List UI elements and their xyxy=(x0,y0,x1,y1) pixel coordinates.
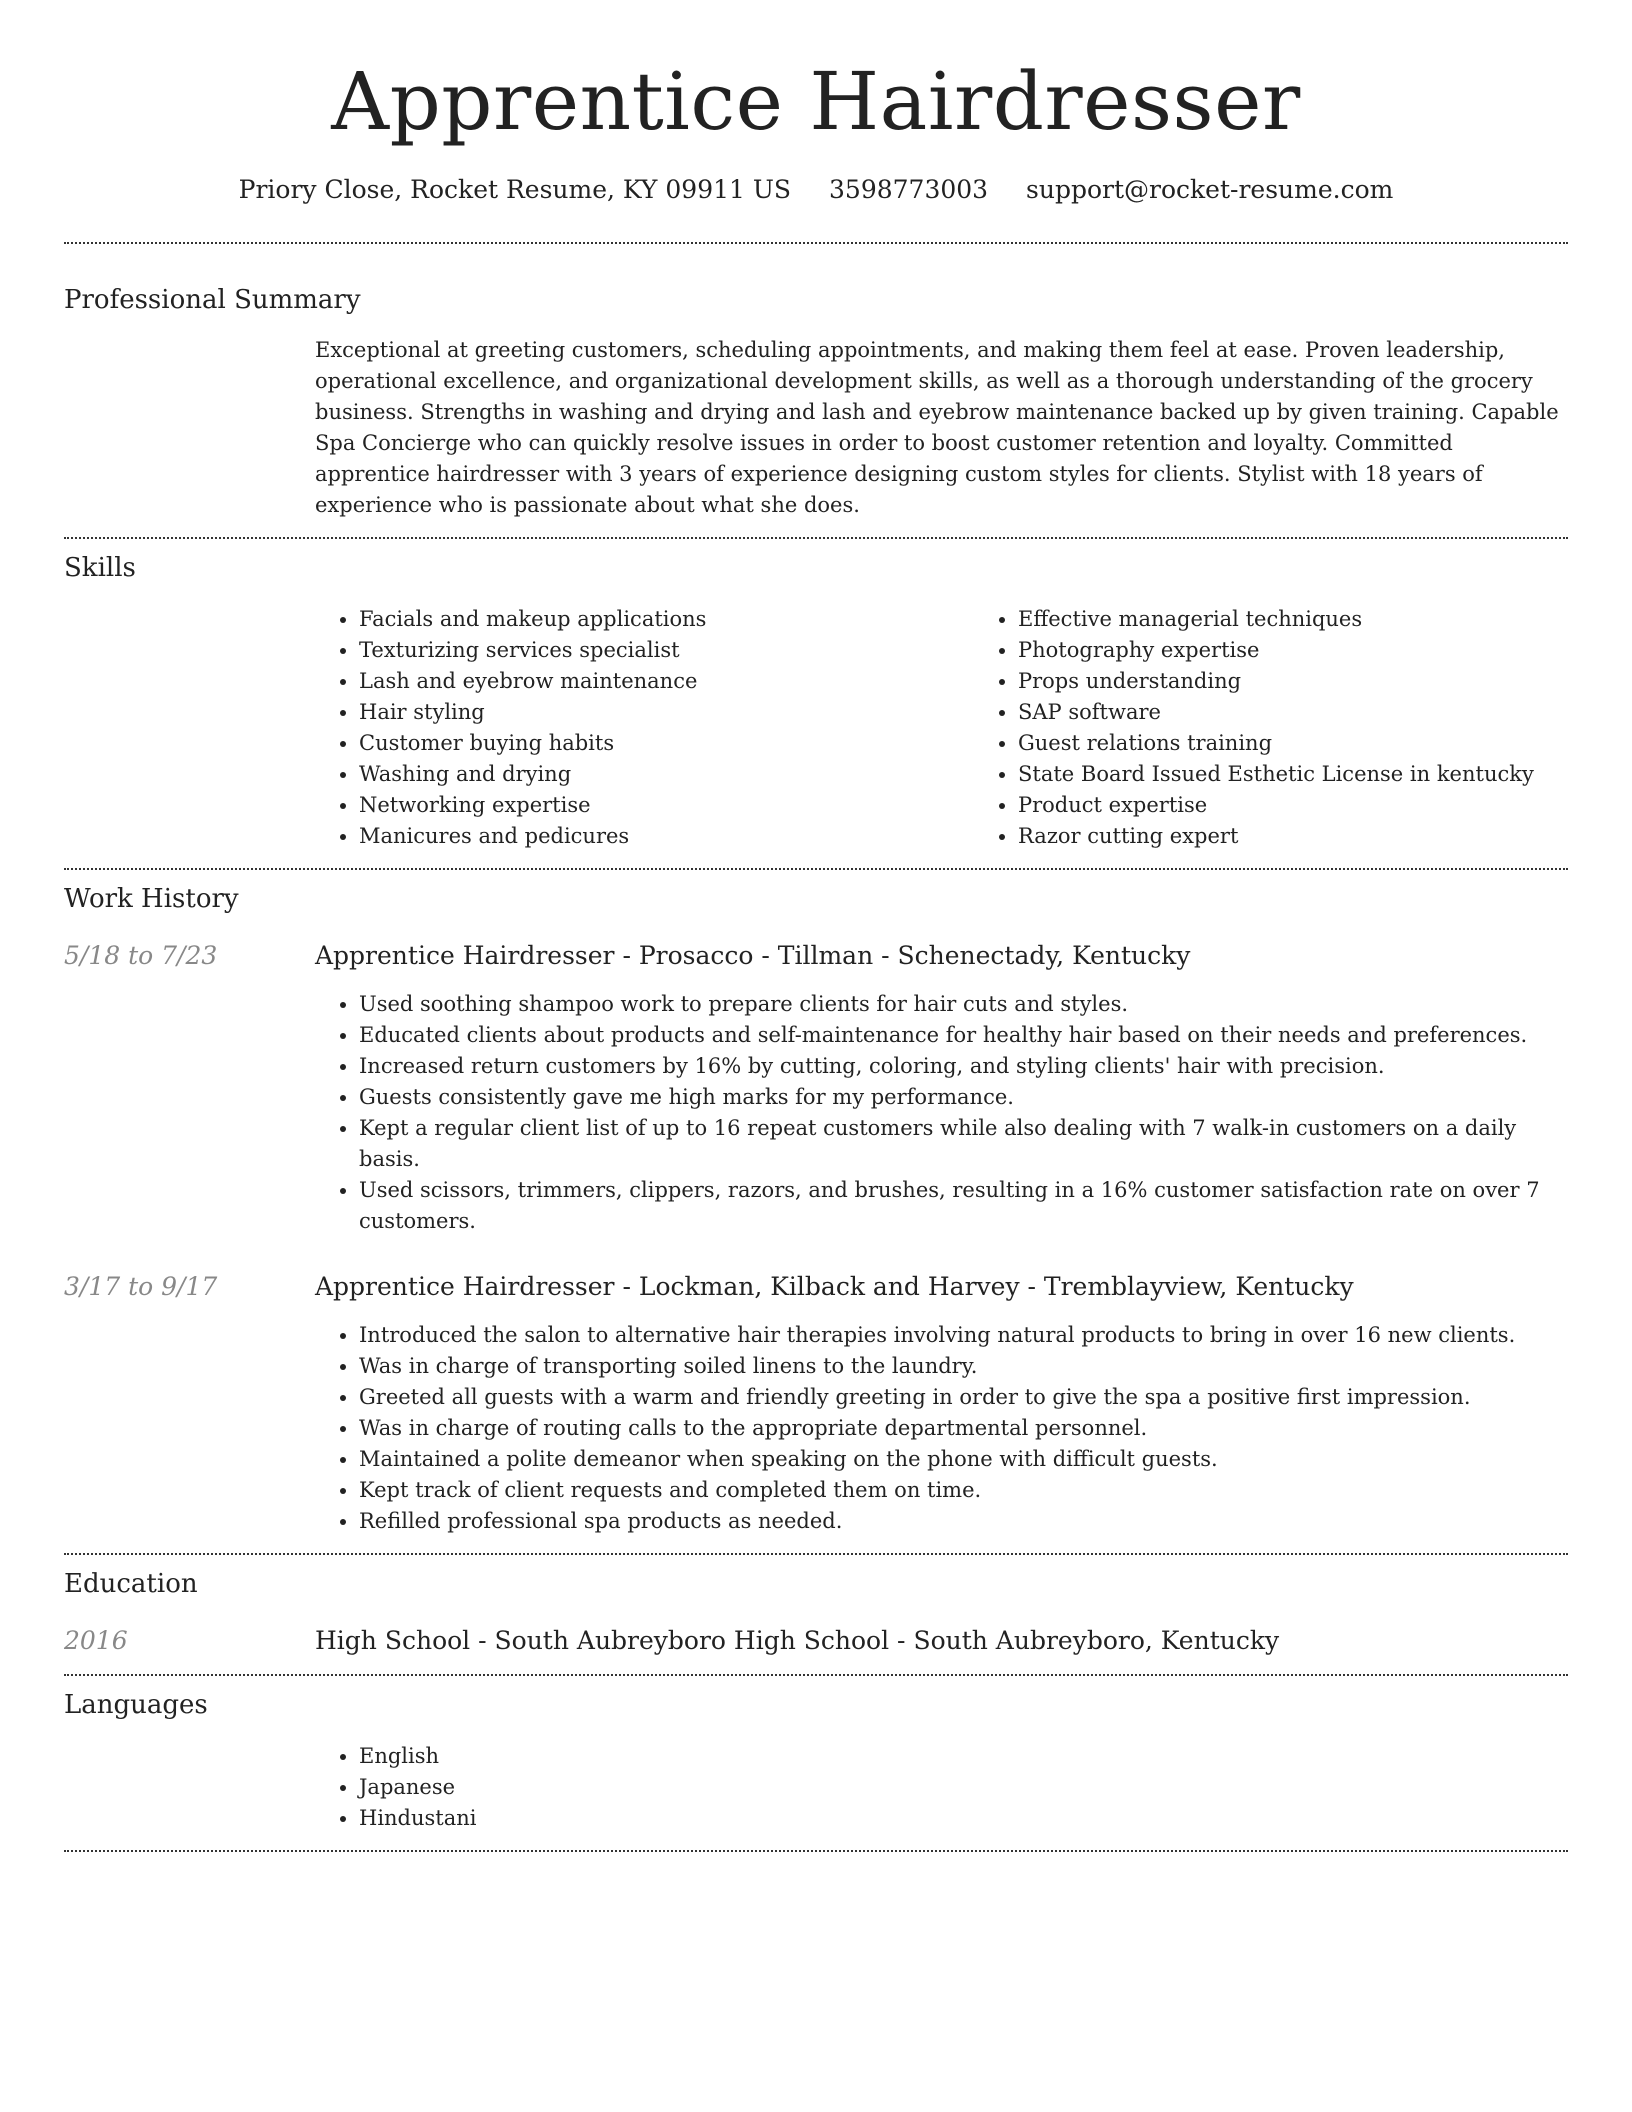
skill-item: • Effective managerial techniques xyxy=(1018,604,1632,635)
divider xyxy=(64,537,1568,539)
summary-left-spacer xyxy=(64,335,315,521)
skills-list-left xyxy=(315,604,974,852)
languages-list xyxy=(315,1741,1568,1834)
job-bullet: • Used scissors, trimmers, clippers, razors, and brushes, resulting in a 16% customer satisfaction rate on over 7 customers. xyxy=(359,1175,1568,1237)
skill-item: • SAP software xyxy=(1018,697,1632,728)
divider xyxy=(64,1674,1568,1676)
contact-phone: 3598773003 xyxy=(829,175,989,204)
summary-heading: Professional Summary xyxy=(64,285,361,315)
job-bullet: • Greeted all guests with a warm and friendly greeting in order to give the spa a positive first impression. xyxy=(359,1382,1568,1413)
language-item: • Japanese xyxy=(359,1772,1568,1803)
work-history-section xyxy=(64,883,1568,1537)
divider xyxy=(64,242,1568,244)
education-heading: Education xyxy=(64,1569,198,1599)
job-bullet: • Was in charge of transporting soiled linens to the laundry. xyxy=(359,1351,1568,1382)
job-bullet: • Introduced the salon to alternative hair therapies involving natural products to bring in over 16 new clients. xyxy=(359,1320,1568,1351)
skill-item: • Props understanding xyxy=(1018,666,1632,697)
skill-item: • Customer buying habits xyxy=(359,728,974,759)
job-bullet: • Kept track of client requests and completed them on time. xyxy=(359,1475,1568,1506)
skills-list-right xyxy=(974,604,1632,852)
job-bullet: • Used soothing shampoo work to prepare clients for hair cuts and styles. xyxy=(359,989,1568,1020)
skill-item: • Manicures and pedicures xyxy=(359,821,974,852)
languages-heading: Languages xyxy=(64,1690,208,1720)
divider xyxy=(64,1553,1568,1555)
job-bullet: • Educated clients about products and self-maintenance for healthy hair based on their needs and preferences. xyxy=(359,1020,1568,1051)
job-bullets xyxy=(315,1320,1568,1537)
job-entry xyxy=(64,940,1568,1237)
skill-item: • Razor cutting expert xyxy=(1018,821,1632,852)
skill-item: • Washing and drying xyxy=(359,759,974,790)
skill-item: • Photography expertise xyxy=(1018,635,1632,666)
skill-item: • State Board Issued Esthetic License in kentucky xyxy=(1018,759,1632,790)
skills-section xyxy=(64,552,1568,852)
skills-grid xyxy=(315,604,1632,852)
job-bullet: • Maintained a polite demeanor when speaking on the phone with difficult guests. xyxy=(359,1444,1568,1475)
skill-item: • Texturizing services specialist xyxy=(359,635,974,666)
contact-email: support@rocket-resume.com xyxy=(1026,175,1394,204)
skill-item: • Lash and eyebrow maintenance xyxy=(359,666,974,697)
work-history-heading: Work History xyxy=(64,884,239,914)
job-title: Apprentice Hairdresser - Lockman, Kilback and Harvey - Tremblayview, Kentucky xyxy=(315,1272,1354,1301)
skill-item: • Hair styling xyxy=(359,697,974,728)
skill-item: • Networking expertise xyxy=(359,790,974,821)
skills-heading: Skills xyxy=(64,553,136,583)
job-bullet: • Was in charge of routing calls to the appropriate departmental personnel. xyxy=(359,1413,1568,1444)
education-entry xyxy=(64,1625,1568,1657)
summary-section xyxy=(64,284,1568,521)
education-section xyxy=(64,1568,1568,1657)
skills-left-spacer xyxy=(64,604,315,852)
contact-line xyxy=(64,174,1568,206)
candidate-name: Apprentice Hairdresser xyxy=(331,55,1301,148)
job-bullet: • Kept a regular client list of up to 16 repeat customers while also dealing with 7 walk-in customers on a daily basis. xyxy=(359,1113,1568,1175)
skill-item: • Facials and makeup applications xyxy=(359,604,974,635)
job-title: Apprentice Hairdresser - Prosacco - Tillman - Schenectady, Kentucky xyxy=(315,941,1191,970)
language-item: • English xyxy=(359,1741,1568,1772)
languages-left-spacer xyxy=(64,1741,315,1834)
summary-text: Exceptional at greeting customers, scheduling appointments, and making them feel at ease. Proven leadership, operational excellence, and organizational development skills, as well as a thorough understanding of the grocery business. Strengths in washing and drying and lash and eyebrow maintenance backed up by given training. Capable Spa Concierge who can quickly resolve issues in order to boost customer retention and loyalty. Committed apprentice hairdresser with 3 years of experience designing custom styles for clients. Stylist with 18 years of experience who is passionate about what she does. xyxy=(315,338,1559,517)
education-title: High School - South Aubreyboro High School - South Aubreyboro, Kentucky xyxy=(315,1626,1280,1655)
job-bullet: • Increased return customers by 16% by cutting, coloring, and styling clients' hair with precision. xyxy=(359,1051,1568,1082)
divider xyxy=(64,1850,1568,1852)
job-dates: 5/18 to 7/23 xyxy=(64,941,218,970)
job-dates: 3/17 to 9/17 xyxy=(64,1272,218,1301)
divider xyxy=(64,868,1568,870)
language-item: • Hindustani xyxy=(359,1803,1568,1834)
resume-page xyxy=(64,0,1568,1852)
languages-section xyxy=(64,1689,1568,1834)
skill-item: • Guest relations training xyxy=(1018,728,1632,759)
job-bullet: • Refilled professional spa products as needed. xyxy=(359,1506,1568,1537)
job-bullet: • Guests consistently gave me high marks for my performance. xyxy=(359,1082,1568,1113)
skill-item: • Product expertise xyxy=(1018,790,1632,821)
job-bullets xyxy=(315,989,1568,1237)
job-entry xyxy=(64,1271,1568,1537)
contact-address: Priory Close, Rocket Resume, KY 09911 US xyxy=(238,175,792,204)
education-year: 2016 xyxy=(64,1626,128,1655)
